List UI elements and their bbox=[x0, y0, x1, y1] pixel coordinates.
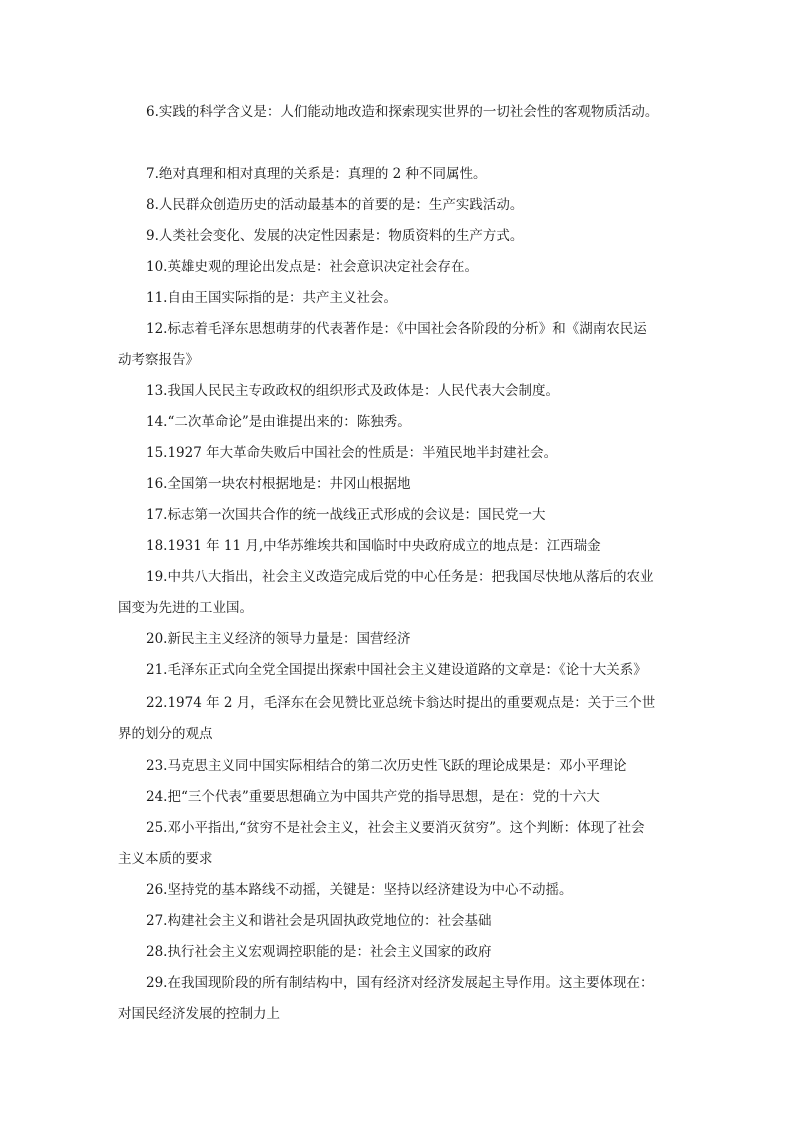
question-26 bbox=[118, 875, 678, 906]
item-line-continued: 对国民经济发展的控制力上 bbox=[118, 1006, 280, 1022]
item-line: 23.马克思主义同中国实际相结合的第二次历史性飞跃的理论成果是：邓小平理论 bbox=[146, 758, 627, 774]
question-18 bbox=[118, 531, 678, 562]
item-line: 26.坚持党的基本路线不动摇，关键是：坚持以经济建设为中心不动摇。 bbox=[146, 882, 573, 898]
item-line: 24.把“三个代表”重要思想确立为中国共产党的指导思想，是在：党的十六大 bbox=[146, 789, 600, 805]
item-line: 28.执行社会主义宏观调控职能的是：社会主义国家的政府 bbox=[146, 944, 492, 960]
question-9 bbox=[118, 221, 678, 252]
item-line: 14.“二次革命论”是由谁提出来的：陈独秀。 bbox=[146, 414, 411, 430]
question-14 bbox=[118, 407, 678, 438]
question-29 bbox=[118, 968, 678, 1030]
item-line: 9.人类社会变化、发展的决定性因素是：物质资料的生产方式。 bbox=[146, 228, 524, 244]
item-line: 11.自由王国实际指的是：共产主义社会。 bbox=[146, 290, 397, 306]
item-line-continued: 主义本质的要求 bbox=[118, 851, 213, 867]
item-line: 19.中共八大指出，社会主义改造完成后党的中心任务是：把我国尽快地从落后的农业 bbox=[146, 569, 654, 585]
question-15 bbox=[118, 438, 678, 469]
question-22 bbox=[118, 688, 678, 750]
item-line: 27.构建社会主义和谐社会是巩固执政党地位的：社会基础 bbox=[146, 913, 492, 929]
question-12 bbox=[118, 314, 678, 376]
item-line: 6.实践的科学含义是：人们能动地改造和探索现实世界的一切社会性的客观物质活动。 bbox=[146, 104, 659, 120]
item-line: 15.1927 年大革命失败后中国社会的性质是：半殖民地半封建社会。 bbox=[146, 445, 558, 461]
item-line: 17.标志第一次国共合作的统一战线正式形成的会议是：国民党一大 bbox=[146, 507, 546, 523]
question-7 bbox=[118, 159, 678, 190]
item-line: 20.新民主主义经济的领导力量是：国营经济 bbox=[146, 631, 411, 647]
item-line: 21.毛泽东正式向全党全国提出探索中国社会主义建设道路的文章是：《论十大关系》 bbox=[146, 662, 647, 678]
question-27 bbox=[118, 906, 678, 937]
item-line: 7.绝对真理和相对真理的关系是：真理的 2 种不同属性。 bbox=[146, 166, 487, 182]
item-line: 16.全国第一块农村根据地是：井冈山根据地 bbox=[146, 476, 411, 492]
item-line: 18.1931 年 11 月,中华苏维埃共和国临时中央政府成立的地点是：江西瑞金 bbox=[146, 538, 601, 554]
item-line: 8.人民群众创造历史的活动最基本的首要的是：生产实践活动。 bbox=[146, 197, 524, 213]
question-25 bbox=[118, 813, 678, 875]
question-19 bbox=[118, 562, 678, 624]
question-20 bbox=[118, 624, 678, 655]
question-21 bbox=[118, 655, 678, 686]
item-line-continued: 国变为先进的工业国。 bbox=[118, 600, 253, 616]
item-line: 10.英雄史观的理论出发点是：社会意识决定社会存在。 bbox=[146, 259, 478, 275]
item-line-continued: 界的划分的观点 bbox=[118, 726, 213, 742]
question-17 bbox=[118, 500, 678, 531]
question-8 bbox=[118, 190, 678, 221]
question-23 bbox=[118, 751, 678, 782]
item-line: 12.标志着毛泽东思想萌芽的代表著作是：《中国社会各阶段的分析》和《湖南农民运 bbox=[146, 321, 647, 337]
item-line: 25.邓小平指出,“贫穷不是社会主义，社会主义要消灭贫穷”。这个判断：体现了社会 bbox=[146, 820, 645, 836]
item-line: 13.我国人民民主专政政权的组织形式及政体是：人民代表大会制度。 bbox=[146, 383, 559, 399]
question-10 bbox=[118, 252, 678, 283]
item-line: 22.1974 年 2 月，毛泽东在会见赞比亚总统卡翁达时提出的重要观点是：关于三个世 bbox=[146, 695, 656, 711]
question-28 bbox=[118, 937, 678, 968]
item-line-continued: 动考察报告》 bbox=[118, 352, 199, 368]
question-16 bbox=[118, 469, 678, 500]
question-11 bbox=[118, 283, 678, 314]
question-13 bbox=[118, 376, 678, 407]
item-line: 29.在我国现阶段的所有制结构中，国有经济对经济发展起主导作用。这主要体现在： bbox=[146, 975, 654, 991]
question-24 bbox=[118, 782, 678, 813]
question-6 bbox=[118, 97, 678, 128]
